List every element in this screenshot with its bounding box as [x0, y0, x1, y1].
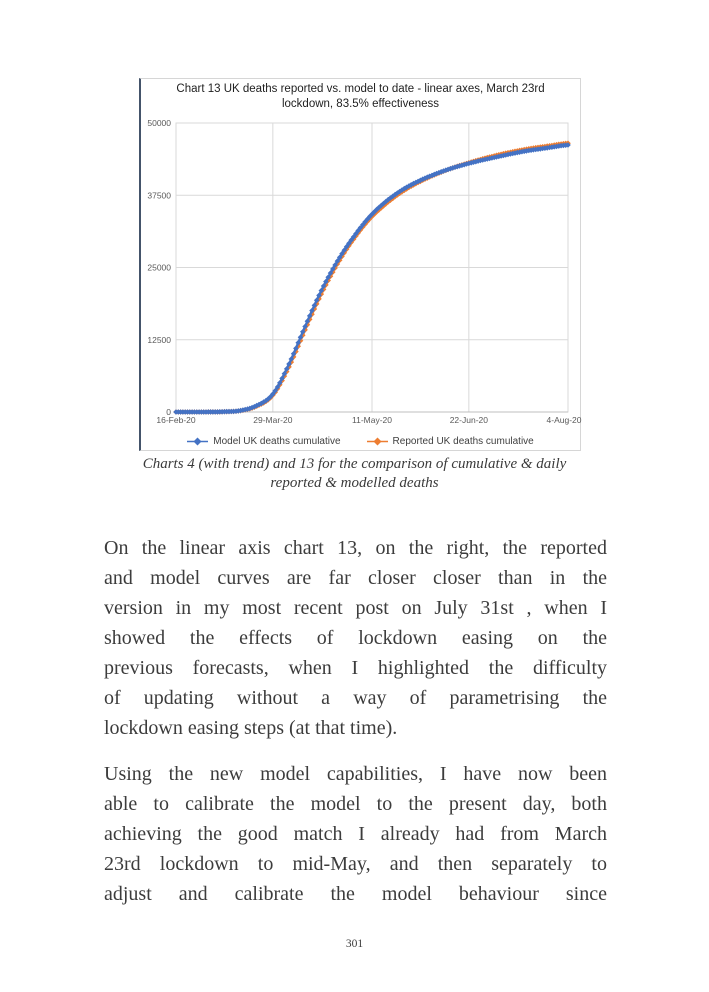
- figure-caption: [0, 455, 709, 492]
- text-line: and model curves are far closer closer than in the: [104, 567, 607, 589]
- text-line: Using the new model capabilities, I have now been: [104, 763, 607, 785]
- body-text: [104, 533, 607, 925]
- text-line: On the linear axis chart 13, on the right, the reported: [104, 537, 607, 559]
- y-tick-label: 25000: [147, 262, 171, 273]
- y-tick-label: 37500: [147, 190, 171, 201]
- x-tick-label: 29-Mar-20: [253, 415, 293, 425]
- text-line: version in my most recent post on July 31st , when I: [104, 597, 607, 619]
- y-tick-label: 0: [166, 407, 171, 417]
- legend-label-reported: Reported UK deaths cumulative: [392, 436, 534, 447]
- legend-item-reported: [367, 436, 534, 447]
- figure-caption-line2: reported & modelled deaths: [270, 474, 439, 491]
- text-line: showed the effects of lockdown easing on the: [104, 627, 607, 649]
- figure-caption-line1: Charts 4 (with trend) and 13 for the comparison of cumulative & daily: [142, 456, 567, 472]
- text-line: lockdown easing steps (at that time).: [104, 717, 398, 739]
- text-line: of updating without a way of parametrising the: [104, 687, 607, 709]
- text-line: adjust and calibrate the model behaviour since: [104, 883, 607, 905]
- y-tick-label: 12500: [147, 334, 171, 345]
- page-number: 301: [345, 938, 364, 950]
- line-with-diamond-marker-icon: [367, 437, 388, 446]
- legend-label-model: Model UK deaths cumulative: [213, 436, 341, 447]
- paragraph-2: [104, 759, 607, 909]
- text-line: previous forecasts, when I highlighted the difficulty: [104, 657, 607, 679]
- text-line: able to calibrate the model to the present day, both: [104, 793, 607, 815]
- x-tick-label: 16-Feb-20: [156, 415, 196, 425]
- chart-title-text: Chart 13 UK deaths reported vs. model to date - linear axes, March 23rd lockdown, 83.5% effectiveness: [176, 83, 545, 110]
- y-tick-label: 50000: [147, 118, 171, 128]
- paragraph-1: [104, 533, 607, 743]
- x-tick-label: 11-May-20: [352, 415, 392, 425]
- x-tick-label: 22-Jun-20: [449, 415, 488, 425]
- text-line: achieving the good match I already had from March: [104, 823, 607, 845]
- legend-item-model: [187, 436, 340, 447]
- line-with-diamond-marker-icon: [187, 437, 208, 446]
- chart-legend: [141, 433, 580, 450]
- chart-plot-area: [141, 79, 582, 431]
- x-tick-label: 4-Aug-20: [546, 415, 582, 425]
- chart-13-panel: [139, 78, 581, 451]
- text-line: 23rd lockdown to mid-May, and then separately to: [104, 853, 607, 875]
